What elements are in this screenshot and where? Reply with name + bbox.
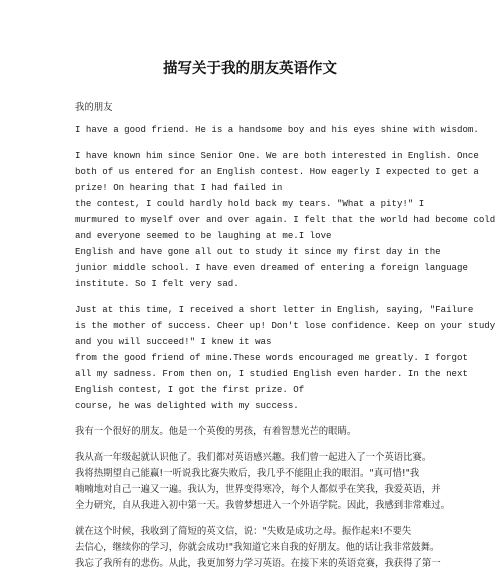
paragraph-line: junior middle school. I have even dreamed of entering a foreign language <box>75 262 468 273</box>
paragraph-line: 我有一个很好的朋友。他是一个英俊的男孩，有着智慧光芒的眼睛。 <box>75 426 357 437</box>
paragraph <box>75 450 451 514</box>
paragraph-line: and you will succeed!" I knew it was <box>75 336 272 347</box>
paragraph-line: 我将热期望自己能赢!一听说我比赛失败后，我几乎不能阻止我的眼泪。"真可惜!"我 <box>75 468 420 479</box>
paragraph-line: 我忘了我所有的悲伤。从此，我更加努力学习英语。在接下来的英语竞赛，我获得了第一 <box>75 558 441 569</box>
document-body <box>75 100 496 572</box>
paragraph <box>75 524 441 572</box>
paragraph-line: I have a good friend. He is a handsome boy and his eyes shine with wisdom. <box>75 124 479 135</box>
paragraph-line: 去信心，继续你的学习，你就会成功!"我知道它来自我的好朋友。他的话让我非常鼓舞。 <box>75 542 440 553</box>
paragraph-line: 全力研究，自从我进入初中第一天。我曾梦想进入一个外语学院。因此，我感到非常难过。 <box>75 500 451 511</box>
paragraph-line: and everyone seemed to be laughing at me.I love <box>75 230 332 241</box>
paragraph-line: from the good friend of mine.These words encouraged me greatly. I forgot <box>75 352 468 363</box>
paragraph-line: 喃喃地对自己一遍又一遍。我认为，世界变得寒冷，每个人都似乎在笑我，我爱英语，并 <box>75 484 441 495</box>
spacer <box>75 514 435 524</box>
paragraph <box>75 148 496 292</box>
paragraph-line: English contest, I got the first prize. Of <box>75 384 305 395</box>
spacer <box>75 440 435 450</box>
paragraph-line: prize! On hearing that I had failed in <box>75 182 283 193</box>
paragraph-line: I have known him since Senior One. We are both interested in English. Once <box>75 150 479 161</box>
paragraph <box>75 424 435 440</box>
document-title: 描写关于我的朋友英语作文 <box>163 61 337 77</box>
paragraph-line: Just at this time, I received a short letter in English, saying, "Failure <box>75 304 474 315</box>
paragraph-line: institute. So I felt very sad. <box>75 278 239 289</box>
paragraph-line: the contest, I could hardly hold back my tears. "What a pity!" I <box>75 198 425 209</box>
paragraph-line: both of us entered for an English contest. How eagerly I expected to get a <box>75 166 479 177</box>
paragraph-line: is the mother of success. Cheer up! Don't lose confidence. Keep on your study <box>75 320 496 331</box>
paragraph <box>75 302 496 414</box>
spacer <box>75 414 435 424</box>
section-heading: 我的朋友 <box>75 102 113 113</box>
paragraph-line: 就在这个时候，我收到了简短的英文信，说："失败是成功之母。振作起来!不要失 <box>75 526 412 537</box>
paragraph-line: murmured to myself over and over again. I felt that the world had become cold <box>75 214 496 225</box>
paragraph-line: course, he was delighted with my success. <box>75 400 299 411</box>
paragraph-line: English and have gone all out to study it since my first day in the <box>75 246 441 257</box>
spacer <box>75 292 435 302</box>
paragraph-line: 我从高一年级起就认识他了。我们都对英语感兴趣。我们曾一起进入了一个英语比赛。 <box>75 452 432 463</box>
spacer <box>75 138 435 148</box>
paragraph-line: all my sadness. From then on, I studied English even harder. In the next <box>75 368 468 379</box>
paragraph <box>75 122 479 138</box>
